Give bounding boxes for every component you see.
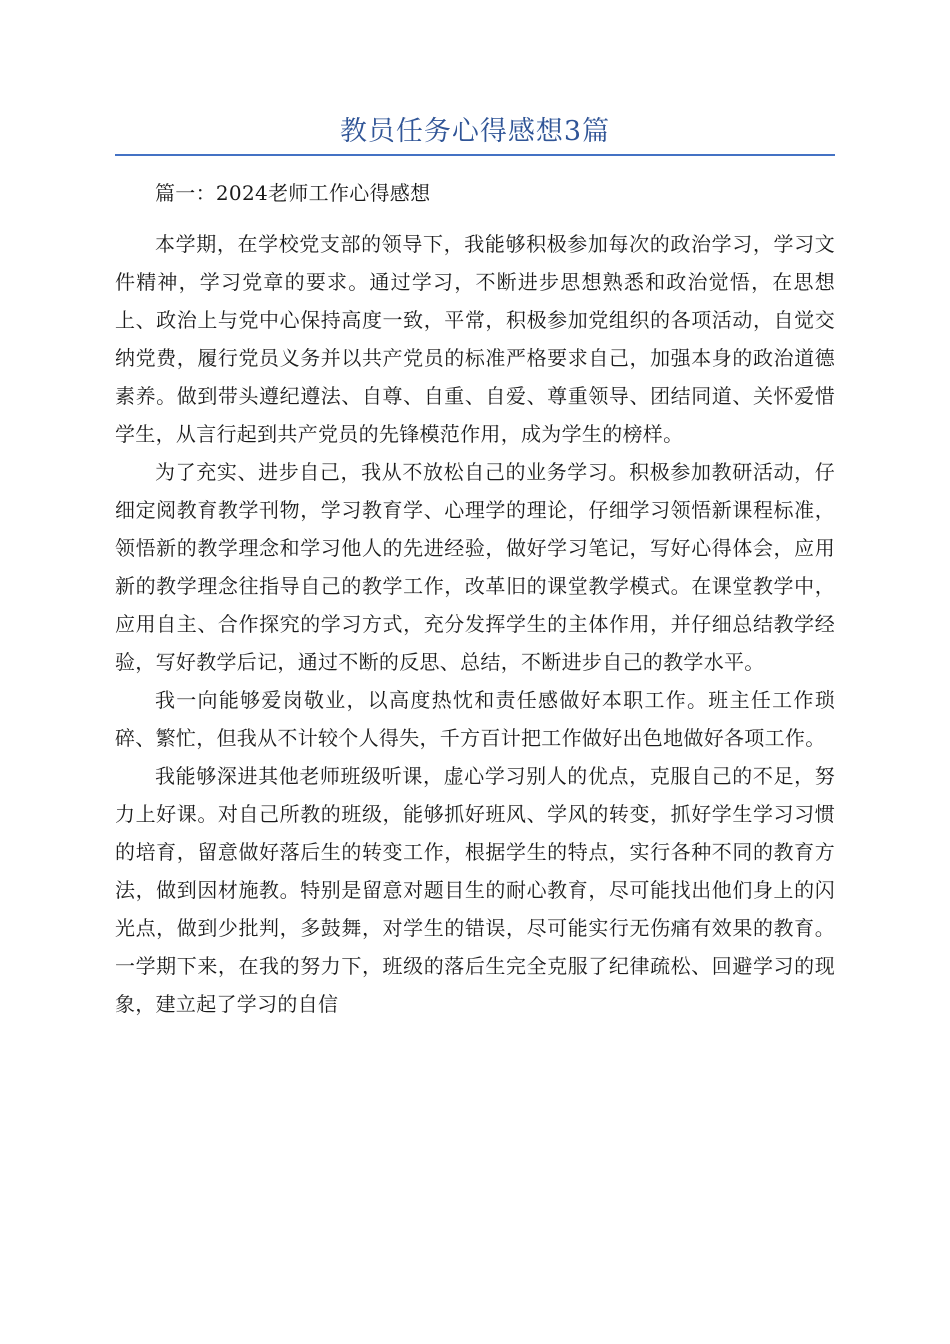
- section-heading: 篇一：2024老师工作心得感想: [155, 181, 431, 205]
- document-title: 教员任务心得感想3篇: [339, 116, 611, 147]
- title-underline: [115, 154, 835, 156]
- document-body: [115, 174, 835, 1023]
- paragraph-1: 本学期，在学校党支部的领导下，我能够积极参加每次的政治学习，学习文件精神，学习党章的要求。通过学习，不断进步思想熟悉和政治觉悟，在思想上、政治上与党中心保持高度一致，平常，积极参加党组织的各项活动，自觉交纳党费，履行党员义务并以共产党员的标准严格要求自己，加强本身的政治道德素养。做到带头遵纪遵法、自尊、自重、自爱、尊重领导、团结同道、关怀爱惜学生，从言行起到共产党员的先锋模范作用，成为学生的榜样。: [115, 232, 835, 446]
- paragraph-2: 为了充实、进步自己，我从不放松自己的业务学习。积极参加教研活动，仔细定阅教育教学刊物，学习教育学、心理学的理论，仔细学习领悟新课程标准，领悟新的教学理念和学习他人的先进经验，做好学习笔记，写好心得体会，应用新的教学理念往指导自己的教学工作，改革旧的课堂教学模式。在课堂教学中，应用自主、合作探究的学习方式，充分发挥学生的主体作用，并仔细总结教学经验，写好教学后记，通过不断的反思、总结，不断进步自己的教学水平。: [115, 460, 835, 674]
- paragraph-3: 我一向能够爱岗敬业，以高度热忱和责任感做好本职工作。班主任工作琐碎、繁忙，但我从不计较个人得失，千方百计把工作做好出色地做好各项工作。: [115, 688, 835, 750]
- paragraph-4: 我能够深进其他老师班级听课，虚心学习别人的优点，克服自己的不足，努力上好课。对自己所教的班级，能够抓好班风、学风的转变，抓好学生学习习惯的培育，留意做好落后生的转变工作，根据学生的特点，实行各种不同的教育方法，做到因材施教。特别是留意对题目生的耐心教育，尽可能找出他们身上的闪光点，做到少批判，多鼓舞，对学生的错误，尽可能实行无伤痛有效果的教育。一学期下来，在我的努力下，班级的落后生完全克服了纪律疏松、回避学习的现象，建立起了学习的自信: [115, 764, 835, 1016]
